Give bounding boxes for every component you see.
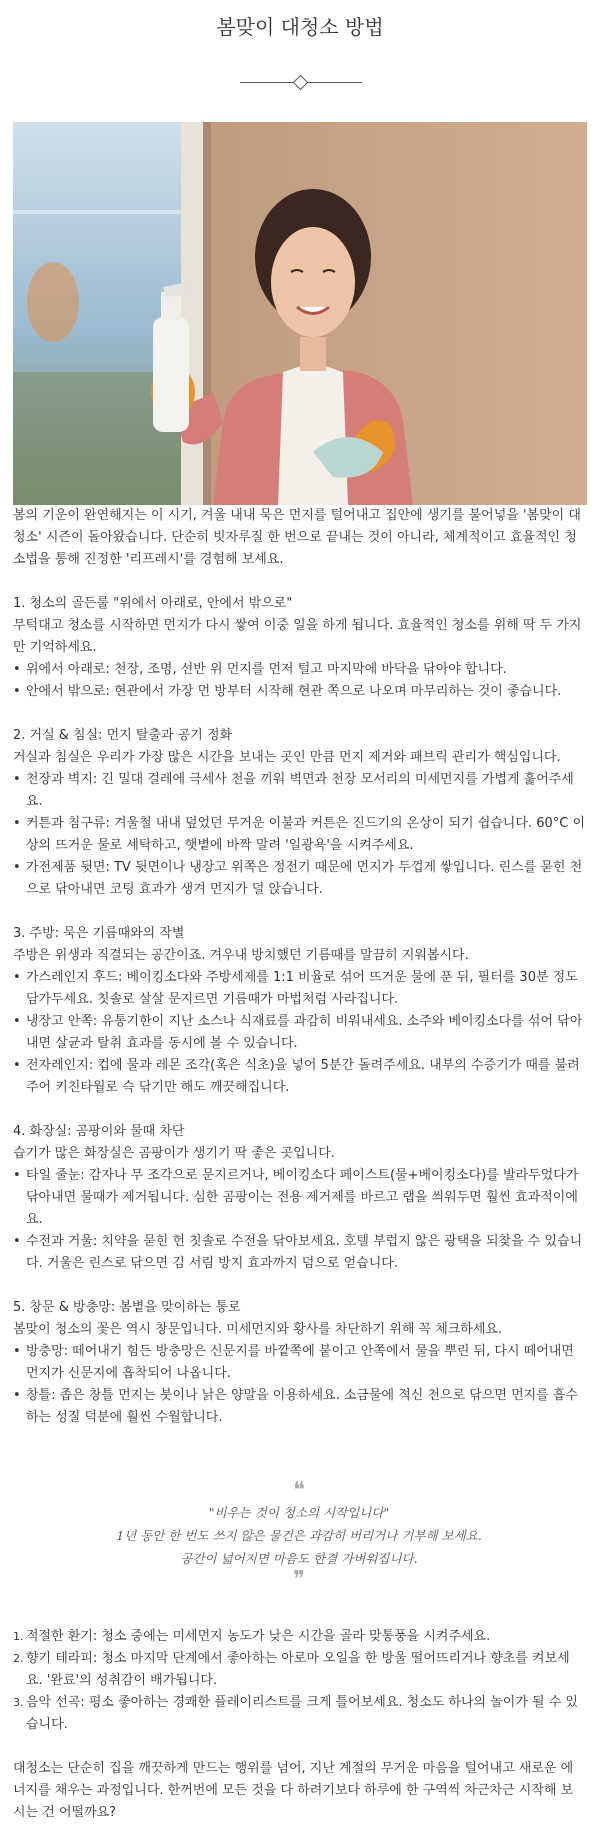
section-desc: 거실과 침실은 우리가 가장 많은 시간을 보내는 곳인 만큼 먼지 제거와 패브릭 관리가 핵심입니다. (13, 750, 561, 765)
hero-image (13, 122, 587, 505)
list-number: 1. (13, 1630, 24, 1643)
list-item: • 타일 줄눈: 감자나 무 조각으로 문지르거나, 베이킹소다 페이스트(물+베이킹소다)를 발라두었다가 닦아내면 물때가 제거됩니다. 심한 곰팡이는 전용 제거제를 바르고 랩을 씌워두면 훨씬 효과적이에요. (13, 1165, 585, 1231)
intro-paragraph: 봄의 기운이 완연해지는 이 시기, 겨울 내내 묵은 먼지를 털어내고 집안에 생기를 불어넣을 '봄맞이 대청소' 시즌이 돌아왔습니다. 단순히 빗자루질 한 번으로 끝내는 것이 아니라, 체계적이고 효율적인 청소법을 통해 진정한 '리프레시'를 경험해 보세요. (13, 508, 581, 567)
closing-paragraph: 대청소는 단순히 집을 깨끗하게 만드는 행위를 넘어, 지난 계절의 무거운 마음을 털어내고 새로운 에너지를 채우는 과정입니다. 한꺼번에 모든 것을 다 하려기보다 하루에 한 구역씩 차근차근 시작해 보시는 건 어떨까요? (13, 1761, 574, 1820)
list-number: 2. (13, 1652, 24, 1665)
list-item: • 위에서 아래로: 천장, 조명, 선반 위 먼지를 먼저 털고 마지막에 바닥을 닦아야 합니다. (13, 659, 585, 681)
list-item (13, 1626, 585, 1648)
close-quote-icon: ❞ (293, 1567, 305, 1592)
list-item: • 방충망: 떼어내기 힘든 방충망은 신문지를 바깥쪽에 붙이고 안쪽에서 물을 뿌린 뒤, 다시 떼어내면 먼지가 신문지에 흡착되어 나옵니다. (13, 1341, 585, 1385)
page-title: 봄맞이 대청소 방법 (216, 15, 384, 39)
section-desc: 주방은 위생과 직결되는 공간이죠. 겨우내 방치했던 기름때를 말끔히 지워봅시다. (13, 948, 469, 963)
article-body (13, 505, 585, 1824)
list-item (13, 1692, 585, 1736)
title-divider (240, 76, 362, 90)
divider-line-right (307, 82, 362, 83)
quote-line: 공간이 넓어지면 마음도 한결 가벼워집니다. (180, 1551, 418, 1566)
list-item: • 수전과 거울: 치약을 묻힌 헌 칫솔로 수전을 닦아보세요. 호텔 부럽지 않은 광택을 되찾을 수 있습니다. 거울은 린스로 닦으면 김 서림 방지 효과까지 덤으로 얻습니다. (13, 1231, 585, 1275)
section-living-room (13, 725, 585, 901)
bullet-list (13, 1341, 585, 1429)
quote-line: "비우는 것이 청소의 시작입니다" (208, 1505, 390, 1520)
quote-line: 1년 동안 한 번도 쓰지 않은 물건은 과감히 버리거나 기부해 보세요. (116, 1528, 482, 1543)
section-desc: 무턱대고 청소를 시작하면 먼지가 다시 쌓여 이중 일을 하게 됩니다. 효율적인 청소를 위해 딱 두 가지만 기억하세요. (13, 618, 582, 655)
section-title: 4. 화장실: 곰팡이와 물때 차단 (13, 1124, 185, 1139)
tip-text: 적절한 환기: 청소 중에는 미세먼지 농도가 낮은 시간을 골라 맞통풍을 시켜주세요. (26, 1629, 491, 1644)
list-item (13, 1648, 585, 1692)
section-golden-rule (13, 593, 585, 703)
list-item: • 안에서 밖으로: 현관에서 가장 먼 방부터 시작해 현관 쪽으로 나오며 마무리하는 것이 좋습니다. (13, 681, 585, 703)
list-item: • 냉장고 안쪽: 유통기한이 지난 소스나 식재료를 과감히 비워내세요. 소주와 베이킹소다를 섞어 닦아내면 살균과 탈취 효과를 동시에 볼 수 있습니다. (13, 1011, 585, 1055)
tip-text: 음악 선곡: 평소 좋아하는 경쾌한 플레이리스트를 크게 틀어보세요. 청소도 하나의 놀이가 될 수 있습니다. (26, 1695, 578, 1732)
section-title: 2. 거실 & 침실: 먼지 탈출과 공기 정화 (13, 728, 233, 743)
section-title: 5. 창문 & 방충망: 봄볕을 맞이하는 통로 (13, 1300, 241, 1315)
section-bathroom (13, 1121, 585, 1275)
tip-text: 향기 테라피: 청소 마지막 단계에서 좋아하는 아로마 오일을 한 방울 떨어뜨리거나 향초를 켜보세요. '완료'의 성취감이 배가됩니다. (26, 1651, 570, 1688)
section-title: 3. 주방: 묵은 기름때와의 작별 (13, 926, 185, 941)
divider-line-left (240, 82, 295, 83)
tips-list (13, 1626, 585, 1736)
bullet-list (13, 659, 585, 703)
section-desc: 습기가 많은 화장실은 곰팡이가 생기기 딱 좋은 곳입니다. (13, 1146, 335, 1161)
list-number: 3. (13, 1696, 24, 1709)
list-item: • 전자레인지: 컵에 물과 레몬 조각(혹은 식초)을 넣어 5분간 돌려주세요. 내부의 수증기가 때를 불려주어 키친타월로 슥 닦기만 해도 깨끗해집니다. (13, 1055, 585, 1099)
section-title: 1. 청소의 골든룰 "위에서 아래로, 안에서 밖으로" (13, 596, 293, 611)
open-quote-icon: ❝ (293, 1478, 305, 1503)
section-kitchen (13, 923, 585, 1099)
divider-diamond-icon (293, 75, 309, 91)
list-item: • 가전제품 뒷면: TV 뒷면이나 냉장고 위쪽은 정전기 때문에 먼지가 두껍게 쌓입니다. 린스를 묻힌 천으로 닦아내면 코팅 효과가 생겨 먼지가 덜 앉습니다. (13, 857, 585, 901)
bullet-list (13, 769, 585, 901)
section-desc: 봄맞이 청소의 꽃은 역시 창문입니다. 미세먼지와 황사를 차단하기 위해 꼭 체크하세요. (13, 1322, 503, 1337)
list-item: • 가스레인지 후드: 베이킹소다와 주방세제를 1:1 비율로 섞어 뜨거운 물에 푼 뒤, 필터를 30분 정도 담가두세요. 칫솔로 살살 문지르면 기름때가 마법처럼 사라집니다. (13, 967, 585, 1011)
list-item: • 천장과 벽지: 긴 밀대 걸레에 극세사 천을 끼워 벽면과 천장 모서리의 미세먼지를 가볍게 훑어주세요. (13, 769, 585, 813)
section-windows (13, 1297, 585, 1429)
bullet-list (13, 967, 585, 1099)
list-item: • 커튼과 침구류: 겨울철 내내 덮었던 무거운 이불과 커튼은 진드기의 온상이 되기 쉽습니다. 60°C 이상의 뜨거운 물로 세탁하고, 햇볕에 바짝 말려 '일광욕'을 시켜주세요. (13, 813, 585, 857)
bullet-list (13, 1165, 585, 1275)
pull-quote (13, 1478, 585, 1592)
list-item: • 창틀: 좁은 창틀 먼지는 붓이나 낡은 양말을 이용하세요. 소금물에 적신 천으로 닦으면 먼지를 흡수하는 성질 덕분에 훨씬 수월합니다. (13, 1385, 585, 1429)
